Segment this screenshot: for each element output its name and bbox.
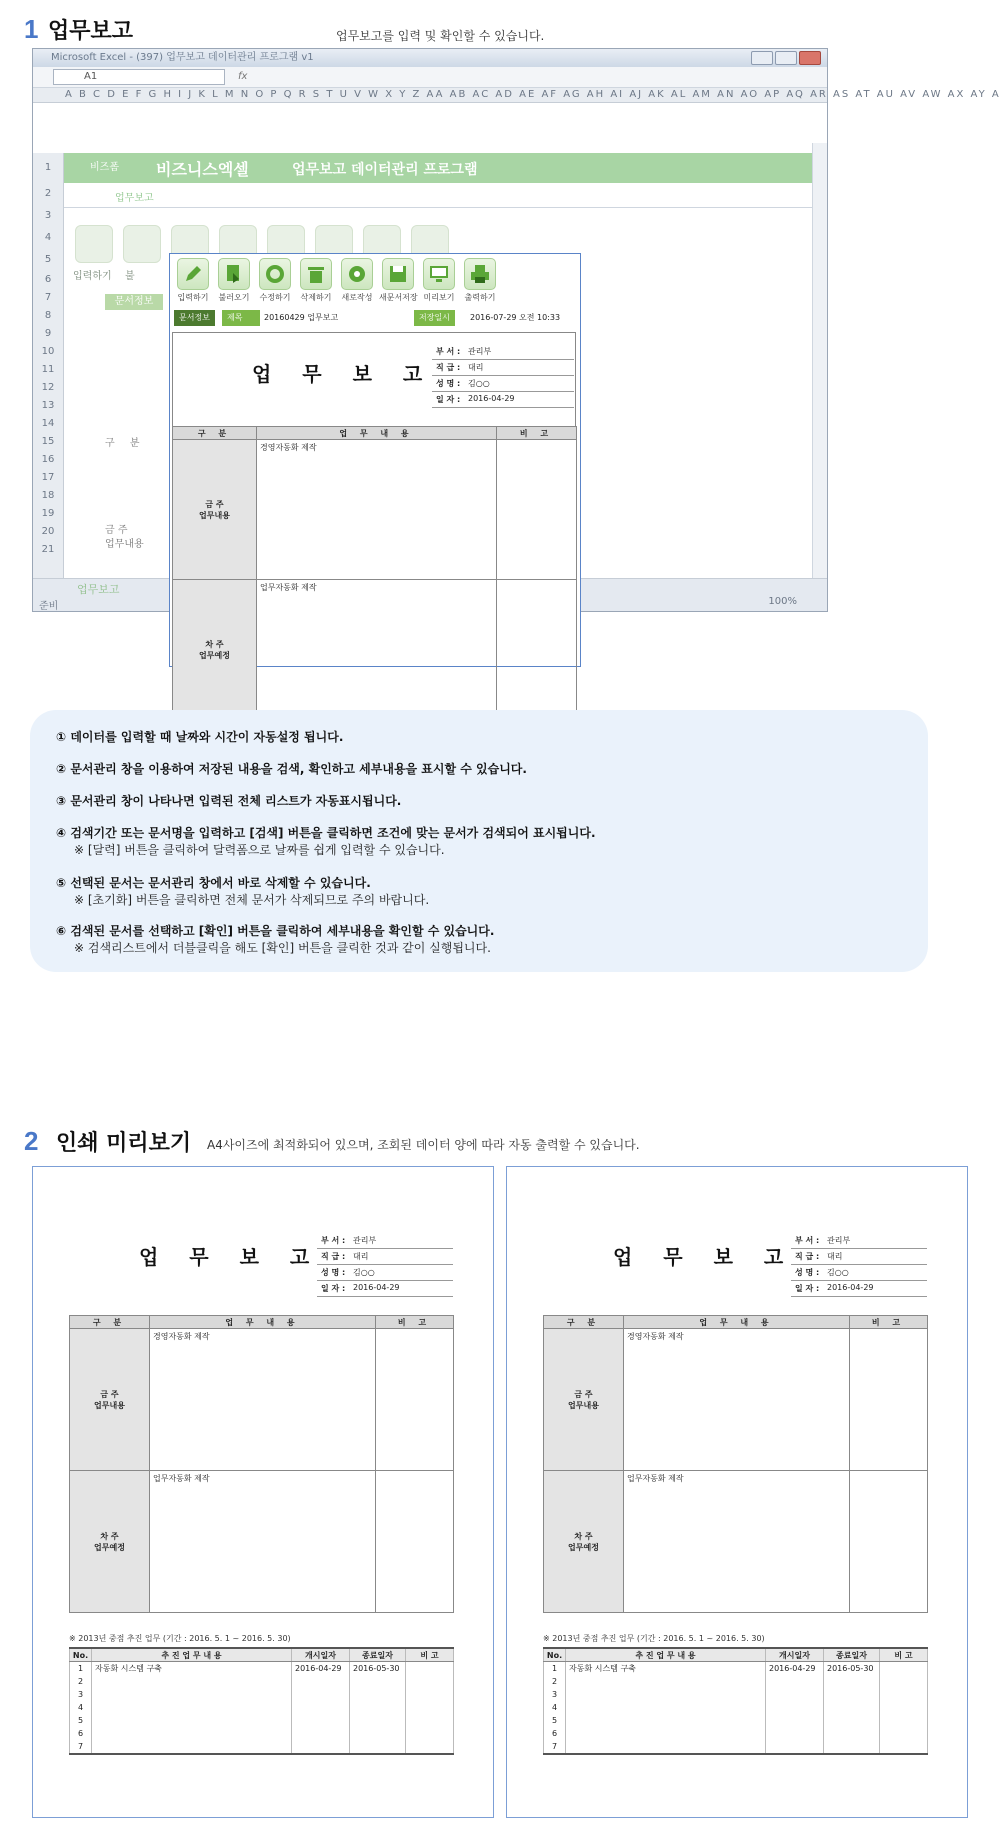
row-header[interactable]: 2: [44, 188, 52, 199]
project-row: 1 자동화 시스템 구축 2016-04-29 2016-05-30: [70, 1662, 454, 1676]
edit-button[interactable]: 수정하기: [256, 258, 294, 302]
program-title: 업무보고 데이터관리 프로그램: [292, 162, 478, 178]
section-title-1: 업무보고: [48, 19, 134, 44]
section-number-2: 2: [24, 1126, 39, 1156]
row-header[interactable]: 3: [44, 210, 52, 221]
name-box[interactable]: A1: [53, 69, 225, 85]
printer-icon: [464, 258, 496, 290]
note-item: ⑥ 검색된 문서를 선택하고 [확인] 버튼을 클릭하여 세부내용을 확인할 수 있습니다.: [56, 924, 495, 938]
dept-value[interactable]: 관리부: [468, 347, 492, 356]
vertical-scrollbar[interactable]: [812, 143, 827, 579]
ghost-cell: 금 주: [105, 525, 128, 536]
saved-tag: 저장일시: [414, 310, 455, 326]
project-row: 4: [70, 1701, 454, 1714]
row-header[interactable]: 15: [41, 436, 55, 447]
maximize-button[interactable]: [775, 51, 797, 65]
report-title: 업 무 보 고: [252, 362, 435, 386]
pencil-icon: [177, 258, 209, 290]
note-item: ⑤ 선택된 문서는 문서관리 창에서 바로 삭제할 수 있습니다.: [56, 876, 371, 890]
rank-value[interactable]: 대리: [468, 363, 484, 372]
report-info: 부 서 : 관리부 직 급 : 대리 성 명 : 김○○ 일 자 : 2016-04-29: [791, 1233, 927, 1297]
project-row: 7: [70, 1740, 454, 1754]
work-table: 구 분 업 무 내 용 비 고 금 주 업무내용 경영자동화 제작 차 주 업무예정 업무자동화 제작: [543, 1315, 928, 1613]
note-item: ④ 검색기간 또는 문서명을 입력하고 [검색] 버튼을 클릭하면 조건에 맞는 문서가 검색되어 표시됩니다.: [56, 826, 596, 840]
next-week-content[interactable]: 업무자동화 제작: [257, 580, 497, 720]
project-note: ※ 2013년 중점 추진 업무 (기간 : 2016. 5. 1 ~ 2016. 5. 30): [543, 1634, 765, 1643]
row-header[interactable]: 18: [41, 490, 55, 501]
row-header[interactable]: 17: [41, 472, 55, 483]
form-toolbar: [174, 258, 499, 302]
save-icon: [382, 258, 414, 290]
bizform-logo: 비즈폼: [90, 162, 119, 173]
program-header-bar: [64, 153, 813, 183]
new-icon: [341, 258, 373, 290]
project-row: 4: [544, 1701, 928, 1714]
ghost-doc-tab: 문서정보: [105, 294, 163, 310]
report-form-popup: [169, 253, 581, 667]
row-header[interactable]: 14: [41, 418, 55, 429]
note-item: ② 문서관리 창을 이용하여 저장된 내용을 검색, 확인하고 세부내용을 표시할 수 있습니다.: [56, 762, 527, 776]
excel-titlebar: [33, 49, 827, 67]
breadcrumb: 업무보고: [115, 193, 154, 204]
trash-icon: [300, 258, 332, 290]
note-sub: ※ [초기화] 버튼을 클릭하면 전체 문서가 삭제되므로 주의 바랍니다.: [74, 893, 430, 907]
report-info: 부 서 : 관리부 직 급 : 대리 성 명 : 김○○ 일 자 : 2016-04-29: [432, 344, 574, 408]
this-week-content[interactable]: 경영자동화 제작: [257, 440, 497, 580]
column-headers: A B C D E F G H I J K L M N O P Q R S T U V W X Y Z AA AB AC AD AE AF AG AH AI AJ AK AL AM AN AO AP AQ AR AS AT AU AV AW AX AY A: [33, 88, 827, 103]
ghost-label: 불: [125, 271, 135, 282]
report-info: 부 서 : 관리부 직 급 : 대리 성 명 : 김○○ 일 자 : 2016-04-29: [317, 1233, 453, 1297]
ghost-label: 입력하기: [73, 271, 112, 282]
note-sub: ※ 검색리스트에서 더블클릭을 해도 [확인] 버튼을 클릭한 것과 같이 실행됩니다.: [74, 941, 491, 955]
row-header[interactable]: 7: [44, 292, 52, 303]
project-note: ※ 2013년 중점 추진 업무 (기간 : 2016. 5. 1 ~ 2016. 5. 30): [69, 1634, 291, 1643]
ghost-tool-icon: [75, 225, 113, 263]
row-header[interactable]: 8: [44, 310, 52, 321]
doc-info-tag: 문서정보: [174, 310, 215, 326]
subject-tag: 제목: [222, 310, 260, 326]
report-title: 업 무 보 고: [613, 1245, 796, 1269]
note-sub: ※ [달력] 버튼을 클릭하여 달력폼으로 날짜를 쉽게 입력할 수 있습니다.: [74, 843, 445, 857]
subject-value[interactable]: 20160429 업무보고: [264, 313, 339, 322]
ghost-cell: 구 분: [105, 438, 146, 449]
date-value[interactable]: 2016-04-29: [468, 394, 515, 403]
print-button[interactable]: 출력하기: [461, 258, 499, 302]
ghost-tool-icon: [123, 225, 161, 263]
row-headers: [33, 153, 64, 579]
project-row: 7: [544, 1740, 928, 1754]
save-new-button[interactable]: 새문서저장: [379, 258, 417, 302]
report-title: 업 무 보 고: [139, 1245, 322, 1269]
row-header[interactable]: 6: [44, 274, 52, 285]
row-header[interactable]: 12: [41, 382, 55, 393]
ghost-cell: 업무내용: [105, 539, 144, 550]
new-button[interactable]: 새로작성: [338, 258, 376, 302]
close-button[interactable]: [799, 51, 821, 65]
project-row: 5: [544, 1714, 928, 1727]
row-header[interactable]: 11: [41, 364, 55, 375]
note-item: ③ 문서관리 창이 나타나면 입력된 전체 리스트가 자동표시됩니다.: [56, 794, 402, 808]
row-header[interactable]: 19: [41, 508, 55, 519]
name-value[interactable]: 김○○: [468, 379, 490, 388]
brand-name: 비즈니스엑셀: [156, 160, 249, 179]
print-preview-page-1: [32, 1166, 494, 1818]
window-controls: [751, 51, 821, 65]
row-header[interactable]: 20: [41, 526, 55, 537]
row-header[interactable]: 13: [41, 400, 55, 411]
row-header[interactable]: 21: [41, 544, 55, 555]
row-header[interactable]: 16: [41, 454, 55, 465]
section-title-2: 인쇄 미리보기: [56, 1131, 192, 1156]
note-item: ① 데이터를 입력할 때 날짜와 시간이 자동설정 됩니다.: [56, 730, 344, 744]
work-table: 구 분 업 무 내 용 비 고 금 주 업무내용 경영자동화 제작 차 주 업무예정 업무자동화 제작: [172, 426, 577, 720]
project-row: 6: [70, 1727, 454, 1740]
row-header[interactable]: 1: [44, 162, 52, 173]
load-button[interactable]: 불러오기: [215, 258, 253, 302]
divider: [64, 207, 813, 208]
section-number-1: 1: [24, 14, 39, 44]
project-table: No. 추 진 업 무 내 용 개시일자 종료일자 비 고 1 자동화 시스템 구축 2016-04-29 2016-05-30 2 3 4 5 6 7: [543, 1647, 928, 1755]
zoom-level[interactable]: 100%: [768, 596, 797, 607]
input-button[interactable]: 입력하기: [174, 258, 212, 302]
row-header[interactable]: 10: [41, 346, 55, 357]
monitor-icon: [423, 258, 455, 290]
refresh-icon: [259, 258, 291, 290]
excel-window: [32, 48, 1001, 660]
delete-button[interactable]: 삭제하기: [297, 258, 335, 302]
saved-at-value: 2016-07-29 오전 10:33: [470, 313, 561, 322]
sheet-tab[interactable]: 업무보고: [77, 583, 120, 596]
formula-bar: [33, 67, 827, 88]
project-row: 1 자동화 시스템 구축 2016-04-29 2016-05-30: [544, 1662, 928, 1676]
excel-title: Microsoft Excel - (397) 업무보고 데이터관리 프로그램 v1: [51, 52, 314, 63]
work-table: 구 분 업 무 내 용 비 고 금 주 업무내용 경영자동화 제작 차 주 업무예정 업무자동화 제작: [69, 1315, 454, 1613]
fx-icon: fx: [238, 71, 248, 82]
project-row: 6: [544, 1727, 928, 1740]
project-row: 3: [544, 1688, 928, 1701]
status-text: 준비: [39, 601, 59, 612]
project-row: 3: [70, 1688, 454, 1701]
this-week-note[interactable]: [497, 440, 577, 580]
section-desc-2: A4사이즈에 최적화되어 있으며, 조회된 데이터 양에 따라 자동 출력할 수 있습니다.: [207, 1138, 640, 1152]
section-desc-1: 업무보고를 입력 및 확인할 수 있습니다.: [336, 29, 545, 43]
next-week-note[interactable]: [497, 580, 577, 720]
download-icon: [218, 258, 250, 290]
project-row: 2: [70, 1675, 454, 1688]
row-header[interactable]: 5: [44, 254, 52, 265]
project-row: 2: [544, 1675, 928, 1688]
print-preview-page-2: [506, 1166, 968, 1818]
project-row: 5: [70, 1714, 454, 1727]
row-header[interactable]: 4: [44, 232, 52, 243]
feature-notes-panel: [30, 710, 928, 972]
preview-button[interactable]: 미리보기: [420, 258, 458, 302]
project-table: No. 추 진 업 무 내 용 개시일자 종료일자 비 고 1 자동화 시스템 구축 2016-04-29 2016-05-30 2 3 4 5 6 7: [69, 1647, 454, 1755]
document-info-bar: [174, 310, 576, 326]
row-header[interactable]: 9: [44, 328, 52, 339]
minimize-button[interactable]: [751, 51, 773, 65]
